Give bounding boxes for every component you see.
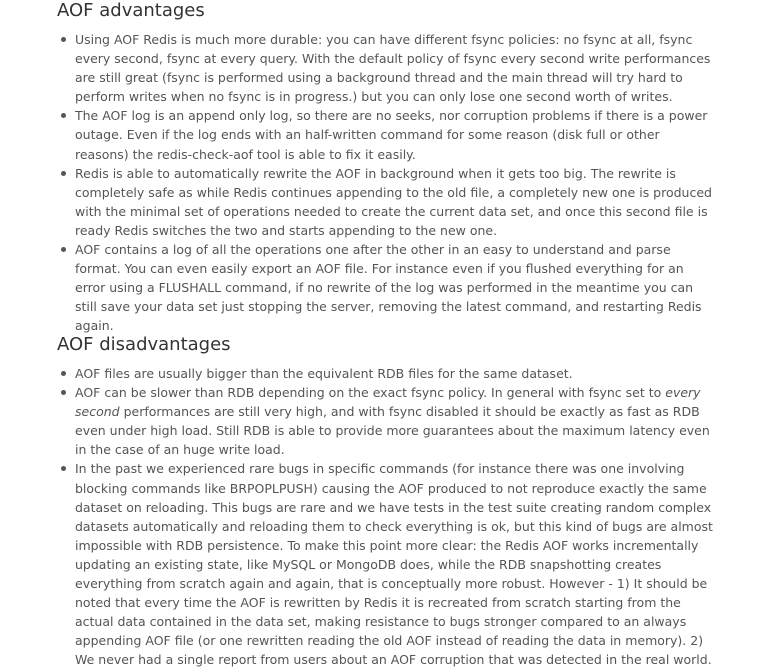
list-item-text: Using AOF Redis is much more durable: you can have different fsync policies: no fsync at all, fsync every second, fsync at every query. With the default policy of fsync every second write performances are still great (fsync is performed using a background thread and the main thread will try hard to perform writes when no fsync is in progress.) but you can only lose one second worth of writes. [75,32,711,105]
bullet-icon [61,171,66,176]
list-item [57,240,717,335]
bullet-icon [61,37,66,42]
list-item-text: AOF files are usually bigger than the equivalent RDB files for the same dataset. [75,366,573,381]
list-item [57,164,717,240]
list-item [57,30,717,106]
list-item-text: The AOF log is an append only log, so there are no seeks, nor corruption problems if there is a power outage. Even if the log ends with an half-written command for some reason (disk full or other reasons) the redis-check-aof tool is able to fix it easily. [75,108,708,162]
list-item-text: AOF contains a log of all the operations one after the other in an easy to understand and parse format. You can even easily export an AOF file. For instance even if you flushed everything for an error using a FLUSHALL command, if no rewrite of the log was performed in the meantime you can still save your data set just stopping the server, removing the latest command, and restarting Redis again. [75,242,702,334]
bullet-icon [61,113,66,118]
list-item-text: Redis is able to automatically rewrite the AOF in background when it gets too big. The rewrite is completely safe as while Redis continues appending to the old file, a completely new one is produced with the minimal set of operations needed to create the current data set, and once this second file is ready Redis switches the two and starts appending to the new one. [75,165,712,238]
section-heading-aof-disadvantages: AOF disadvantages [57,334,231,355]
bullet-icon [61,371,66,376]
list-item [57,459,717,669]
list-item-text-before: AOF can be slower than RDB depending on the exact fsync policy. In general with fsync set to [75,385,666,401]
list-item [57,106,717,163]
bullet-icon [61,390,66,395]
list-item-text: In the past we experienced rare bugs in specific commands (for instance there was one involving blocking commands like BRPOPLPUSH) causing the AOF produced to not reproduce exactly the same dataset on reloading. This bugs are rare and we have tests in the test suite creating random complex datasets automatically and reloading them to check everything is ok, but this kind of bugs are almost impossible with RDB persistence. To make this point more clear: the Redis AOF works incrementally updating an existing state, like MySQL or MongoDB does, while the RDB snapshotting creates everything from scratch again and again, that is conceptually more robust. However - 1) It should be noted that every time the AOF is rewritten by Redis it is recreated from scratch starting from the actual data contained in the data set, making resistance to bugs stronger compared to an always appending AOF file (or one rewritten reading the old AOF instead of reading the data in memory). 2) We never had a single report from users about an AOF corruption that was detected in the real world. [75,461,713,668]
section-heading-aof-advantages: AOF advantages [57,0,205,21]
advantages-list [57,30,717,336]
bullet-icon [61,466,66,471]
bullet-icon [61,247,66,252]
list-item-emphasis: every second [75,385,701,420]
list-item-text-after: performances are still very high, and with fsync disabled it should be exactly as fast as RDB even under high load. Still RDB is able to provide more guarantees about the maximum latency even in the case of an huge write load. [75,404,710,458]
list-item [57,383,717,459]
list-item [57,364,717,383]
disadvantages-list [57,364,717,670]
